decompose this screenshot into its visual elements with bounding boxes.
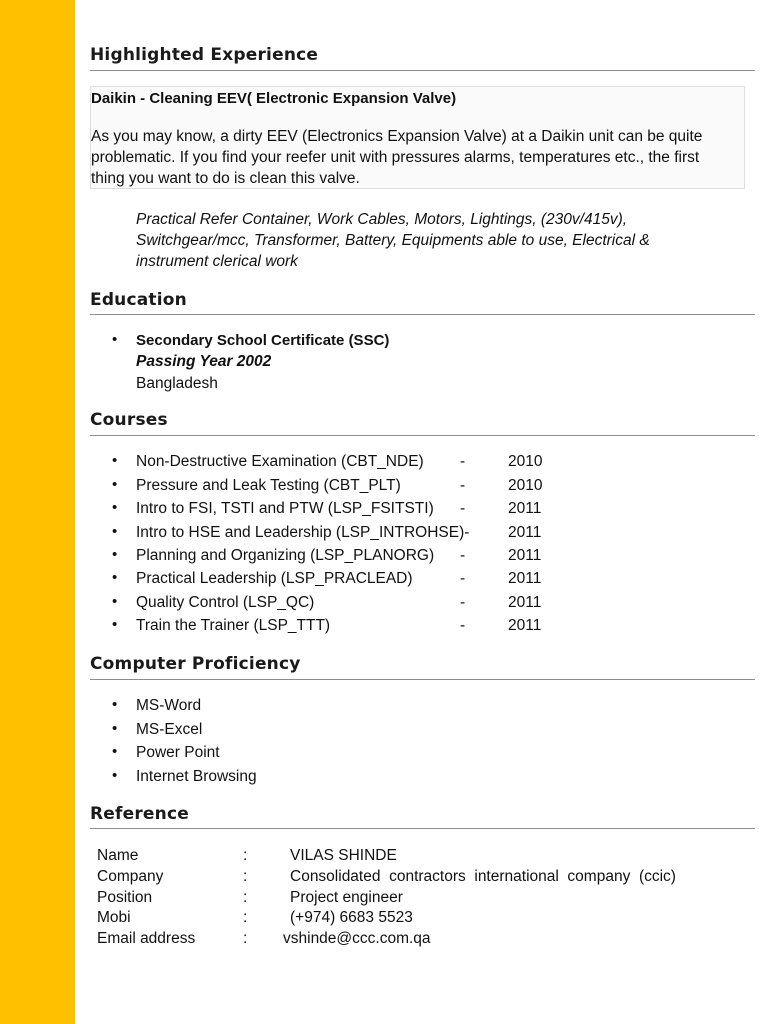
skills-block	[136, 209, 696, 272]
section-divider	[90, 435, 755, 436]
bullet-marker: •	[112, 452, 118, 469]
bullet-marker: •	[112, 767, 118, 784]
course-name: Intro to FSI, TSTI and PTW (LSP_FSITSTI)	[136, 500, 434, 517]
reference-label: Position	[97, 889, 153, 906]
reference-colon: :	[243, 930, 248, 947]
course-year: 2011	[508, 570, 542, 587]
reference-value: Project engineer	[290, 889, 403, 906]
course-year: 2011	[508, 524, 542, 541]
highlight-box	[90, 86, 745, 189]
section-divider	[90, 314, 755, 315]
computer-proficiency-heading: Computer Proficiency	[90, 654, 301, 674]
highlight-title: Daikin - Cleaning EEV( Electronic Expansion Valve)	[91, 90, 457, 107]
education-year: Passing Year 2002	[136, 353, 272, 370]
reference-email[interactable]: vshinde@ccc.com.qa	[283, 930, 431, 947]
reference-value: Consolidated contractors international company (ccic)	[290, 868, 676, 885]
accent-sidebar	[0, 0, 75, 1024]
education-certificate: Secondary School Certificate (SSC)	[136, 332, 390, 349]
reference-label: Mobi	[97, 909, 131, 926]
course-year: 2011	[508, 594, 542, 611]
bullet-marker: •	[112, 743, 118, 760]
course-name: Train the Trainer (LSP_TTT)	[136, 617, 331, 634]
bullet-marker: •	[112, 616, 118, 633]
bullet-marker: •	[112, 569, 118, 586]
reference-colon: :	[243, 868, 248, 885]
course-dash: -	[460, 594, 466, 611]
skills-line: Switchgear/mcc, Transformer, Battery, Equipments able to use, Electrical &	[136, 232, 650, 249]
course-dash: -	[460, 617, 466, 634]
bullet-marker: •	[112, 523, 118, 540]
highlighted-experience-heading: Highlighted Experience	[90, 45, 319, 65]
course-year: 2011	[508, 547, 542, 564]
bullet-marker: •	[112, 499, 118, 516]
reference-colon: :	[243, 889, 248, 906]
bullet-marker: •	[112, 593, 118, 610]
course-year: 2010	[508, 453, 543, 470]
course-name: Planning and Organizing (LSP_PLANORG)	[136, 547, 435, 564]
reference-colon: :	[243, 847, 248, 864]
highlight-description: As you may know, a dirty EEV (Electronics Expansion Valve) at a Daikin unit can be quite problematic. If you find your reefer unit with pressures alarms, temperatures etc., the first thing you want to do is clean this valve.	[91, 128, 703, 187]
reference-label: Company	[97, 868, 164, 885]
bullet-marker: •	[112, 331, 118, 348]
courses-heading: Courses	[90, 410, 168, 430]
section-divider	[90, 679, 755, 680]
reference-label: Name	[97, 847, 139, 864]
reference-value: VILAS SHINDE	[290, 847, 397, 864]
skills-line: instrument clerical work	[136, 253, 298, 270]
bullet-marker: •	[112, 696, 118, 713]
course-dash: -	[460, 500, 466, 517]
computer-skill: Power Point	[136, 744, 220, 761]
bullet-marker: •	[112, 476, 118, 493]
course-year: 2010	[508, 477, 543, 494]
course-name: Intro to HSE and Leadership (LSP_INTROHSE)-	[136, 524, 470, 541]
reference-heading: Reference	[90, 804, 189, 824]
skills-line: Practical Refer Container, Work Cables, Motors, Lightings, (230v/415v),	[136, 211, 628, 228]
course-year: 2011	[508, 617, 542, 634]
section-divider	[90, 70, 755, 71]
section-divider	[90, 828, 755, 829]
computer-skill: MS-Excel	[136, 721, 203, 738]
bullet-marker: •	[112, 720, 118, 737]
reference-colon: :	[243, 909, 248, 926]
reference-value: (+974) 6683 5523	[290, 909, 413, 926]
course-year: 2011	[508, 500, 542, 517]
course-dash: -	[460, 547, 466, 564]
course-dash: -	[460, 477, 466, 494]
course-dash: -	[460, 453, 466, 470]
computer-skill: MS-Word	[136, 697, 202, 714]
education-country: Bangladesh	[136, 375, 218, 392]
course-name: Practical Leadership (LSP_PRACLEAD)	[136, 570, 413, 587]
computer-skill: Internet Browsing	[136, 768, 257, 785]
course-name: Quality Control (LSP_QC)	[136, 594, 315, 611]
bullet-marker: •	[112, 546, 118, 563]
course-name: Non-Destructive Examination (CBT_NDE)	[136, 453, 424, 470]
education-heading: Education	[90, 290, 187, 310]
course-dash: -	[460, 570, 466, 587]
reference-label: Email address	[97, 930, 196, 947]
course-name: Pressure and Leak Testing (CBT_PLT)	[136, 477, 401, 494]
